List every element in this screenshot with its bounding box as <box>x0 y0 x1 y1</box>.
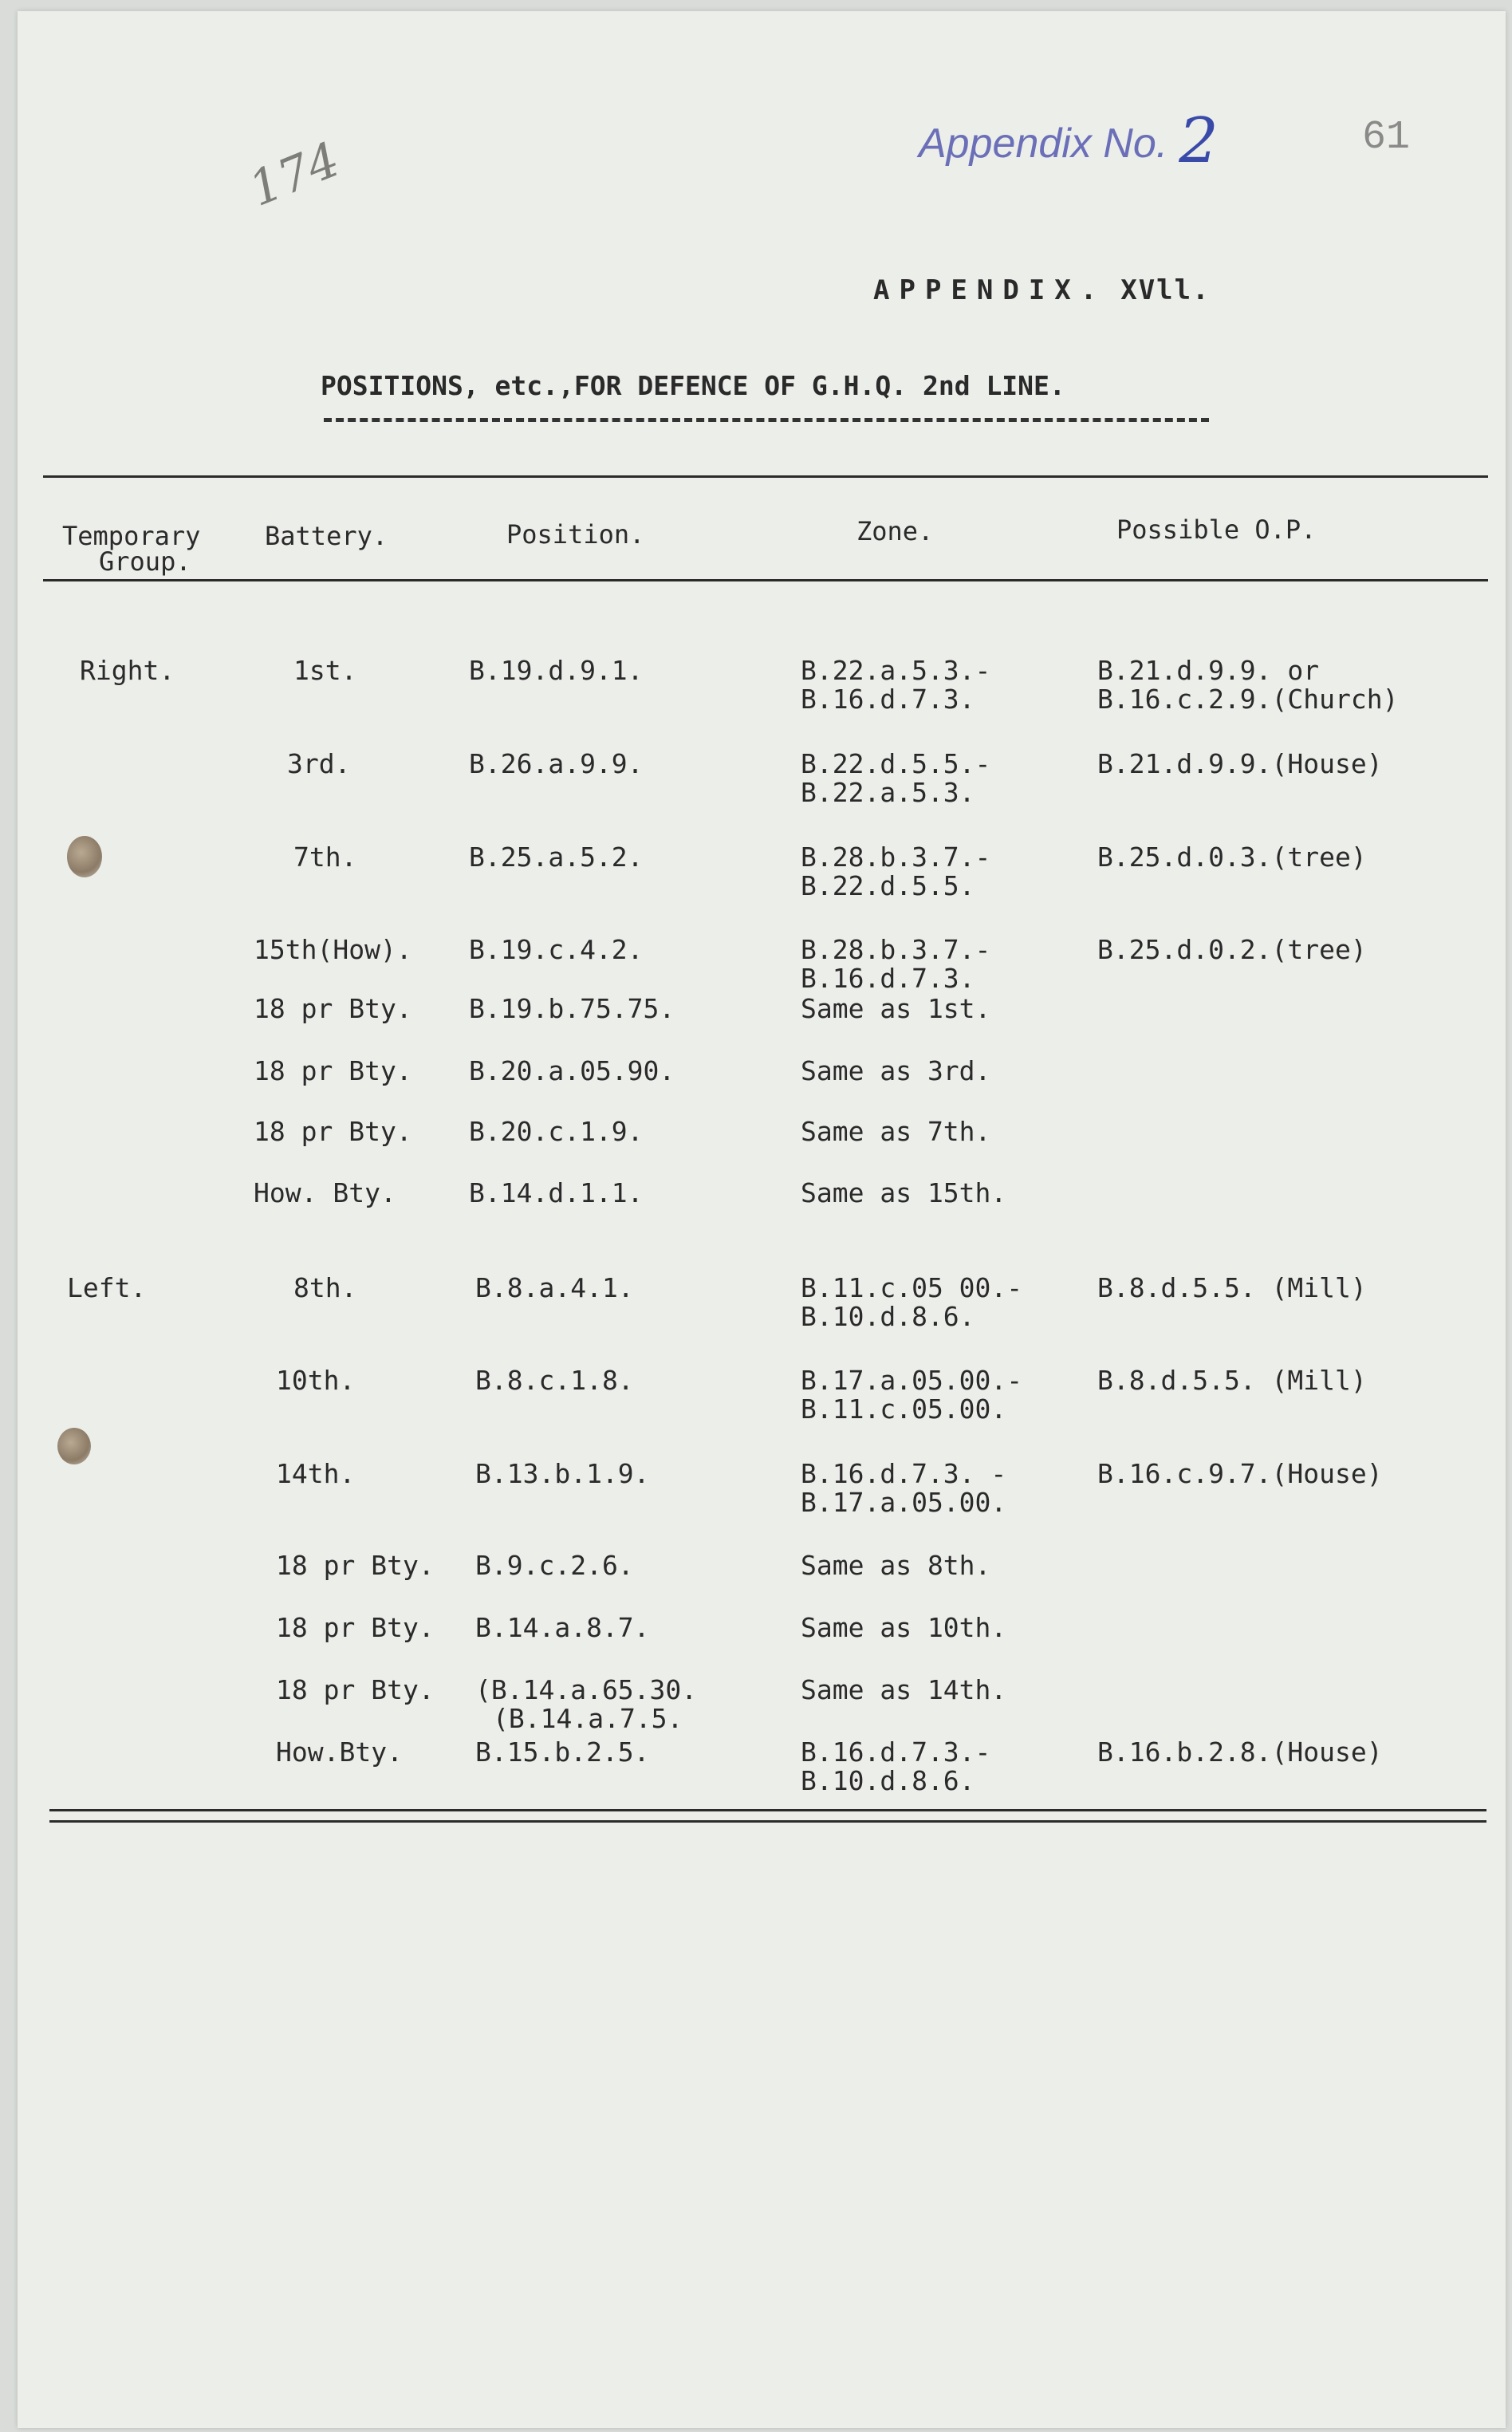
table-top-rule <box>43 475 1488 478</box>
table-bottom-rule-2 <box>49 1820 1486 1823</box>
col-header-battery: Battery. <box>265 521 388 551</box>
row-position: (B.14.a.65.30. <box>475 1674 698 1705</box>
group-label-right: Right. <box>80 655 175 686</box>
row-position: B.14.d.1.1. <box>469 1177 644 1208</box>
appendix-title-word: APPENDIX. <box>873 274 1107 306</box>
row-battery: 14th. <box>276 1458 356 1489</box>
row-position-cont: (B.14.a.7.5. <box>493 1703 683 1734</box>
row-position: B.25.a.5.2. <box>469 842 644 873</box>
row-position: B.14.a.8.7. <box>475 1612 650 1643</box>
row-op-line1: B.8.d.5.5. (Mill) <box>1097 1272 1367 1303</box>
document-heading: POSITIONS, etc.,FOR DEFENCE OF G.H.Q. 2nd LINE. <box>321 370 1065 401</box>
row-battery: 18 pr Bty. <box>254 993 412 1024</box>
row-zone-line2: B.10.d.8.6. <box>801 1765 975 1796</box>
row-battery: 7th. <box>293 842 357 873</box>
row-position: B.8.c.1.8. <box>475 1365 634 1396</box>
row-zone-line1: B.16.d.7.3.- <box>801 1736 991 1768</box>
row-battery: 10th. <box>276 1365 356 1396</box>
row-position: B.19.b.75.75. <box>469 993 675 1024</box>
col-header-position: Position. <box>506 519 645 550</box>
row-battery: 18 pr Bty. <box>254 1055 412 1086</box>
col-header-group-line1: Temporary <box>62 521 201 551</box>
row-op-line1: B.16.b.2.8.(House) <box>1097 1736 1383 1768</box>
row-battery: How.Bty. <box>276 1736 403 1768</box>
row-zone-line1: Same as 10th. <box>801 1612 1007 1643</box>
row-battery: 15th(How). <box>254 934 412 965</box>
row-battery: 18 pr Bty. <box>254 1116 412 1147</box>
row-zone-line1: Same as 15th. <box>801 1177 1007 1208</box>
row-op-line1: B.21.d.9.9.(House) <box>1097 748 1383 779</box>
row-zone-line1: B.17.a.05.00.- <box>801 1365 1023 1396</box>
appendix-stamp-number: 2 <box>1179 105 1219 177</box>
row-position: B.9.c.2.6. <box>475 1550 634 1581</box>
row-zone-line1: Same as 3rd. <box>801 1055 991 1086</box>
row-zone-line1: B.22.d.5.5.- <box>801 748 991 779</box>
row-battery: 18 pr Bty. <box>276 1674 435 1705</box>
row-zone-line1: Same as 8th. <box>801 1550 991 1581</box>
col-header-zone: Zone. <box>856 516 934 546</box>
punch-hole-bottom <box>57 1428 91 1464</box>
row-position: B.13.b.1.9. <box>475 1458 650 1489</box>
document-page <box>18 11 1506 2428</box>
appendix-stamp <box>919 101 1219 177</box>
row-zone-line2: B.10.d.8.6. <box>801 1301 975 1332</box>
row-zone-line1: B.11.c.05 00.- <box>801 1272 1023 1303</box>
row-zone-line1: B.16.d.7.3. - <box>801 1458 1007 1489</box>
appendix-title-roman: XVll. <box>1120 274 1211 306</box>
appendix-title <box>873 274 1211 306</box>
row-position: B.20.c.1.9. <box>469 1116 644 1147</box>
table-bottom-rule-1 <box>49 1809 1486 1811</box>
row-zone-line2: B.17.a.05.00. <box>801 1487 1007 1518</box>
col-header-op: Possible O.P. <box>1116 514 1317 545</box>
row-position: B.20.a.05.90. <box>469 1055 675 1086</box>
row-op-line2: B.16.c.2.9.(Church) <box>1097 684 1399 715</box>
row-op-line1: B.25.d.0.3.(tree) <box>1097 842 1367 873</box>
appendix-stamp-prefix: Appendix No. <box>919 120 1168 167</box>
handwritten-number: 174 <box>242 132 348 218</box>
row-position: B.8.a.4.1. <box>475 1272 634 1303</box>
row-zone-line1: B.22.a.5.3.- <box>801 655 991 686</box>
row-zone-line2: B.16.d.7.3. <box>801 963 975 994</box>
col-header-group <box>62 520 200 577</box>
heading-underline <box>324 418 1209 422</box>
row-zone-line1: Same as 1st. <box>801 993 991 1024</box>
row-zone-line2: B.16.d.7.3. <box>801 684 975 715</box>
row-battery: How. Bty. <box>254 1177 396 1208</box>
row-position: B.19.c.4.2. <box>469 934 644 965</box>
row-battery: 3rd. <box>287 748 351 779</box>
row-op-line1: B.8.d.5.5. (Mill) <box>1097 1365 1367 1396</box>
row-zone-line1: Same as 7th. <box>801 1116 991 1147</box>
folio-number: 61 <box>1362 115 1411 160</box>
col-header-group-line2: Group. <box>99 546 191 577</box>
group-label-left: Left. <box>67 1272 147 1303</box>
header-bottom-rule <box>43 579 1488 581</box>
row-position: B.19.d.9.1. <box>469 655 644 686</box>
row-zone-line1: B.28.b.3.7.- <box>801 934 991 965</box>
row-zone-line1: Same as 14th. <box>801 1674 1007 1705</box>
punch-hole-top <box>67 836 102 877</box>
row-op-line1: B.25.d.0.2.(tree) <box>1097 934 1367 965</box>
row-zone-line2: B.22.a.5.3. <box>801 777 975 808</box>
row-zone-line2: B.22.d.5.5. <box>801 870 975 901</box>
row-op-line1: B.16.c.9.7.(House) <box>1097 1458 1383 1489</box>
row-battery: 18 pr Bty. <box>276 1550 435 1581</box>
row-op-line1: B.21.d.9.9. or <box>1097 655 1320 686</box>
row-battery: 8th. <box>293 1272 357 1303</box>
row-position: B.26.a.9.9. <box>469 748 644 779</box>
row-position: B.15.b.2.5. <box>475 1736 650 1768</box>
row-zone-line2: B.11.c.05.00. <box>801 1393 1007 1425</box>
row-battery: 18 pr Bty. <box>276 1612 435 1643</box>
row-zone-line1: B.28.b.3.7.- <box>801 842 991 873</box>
row-battery: 1st. <box>293 655 357 686</box>
